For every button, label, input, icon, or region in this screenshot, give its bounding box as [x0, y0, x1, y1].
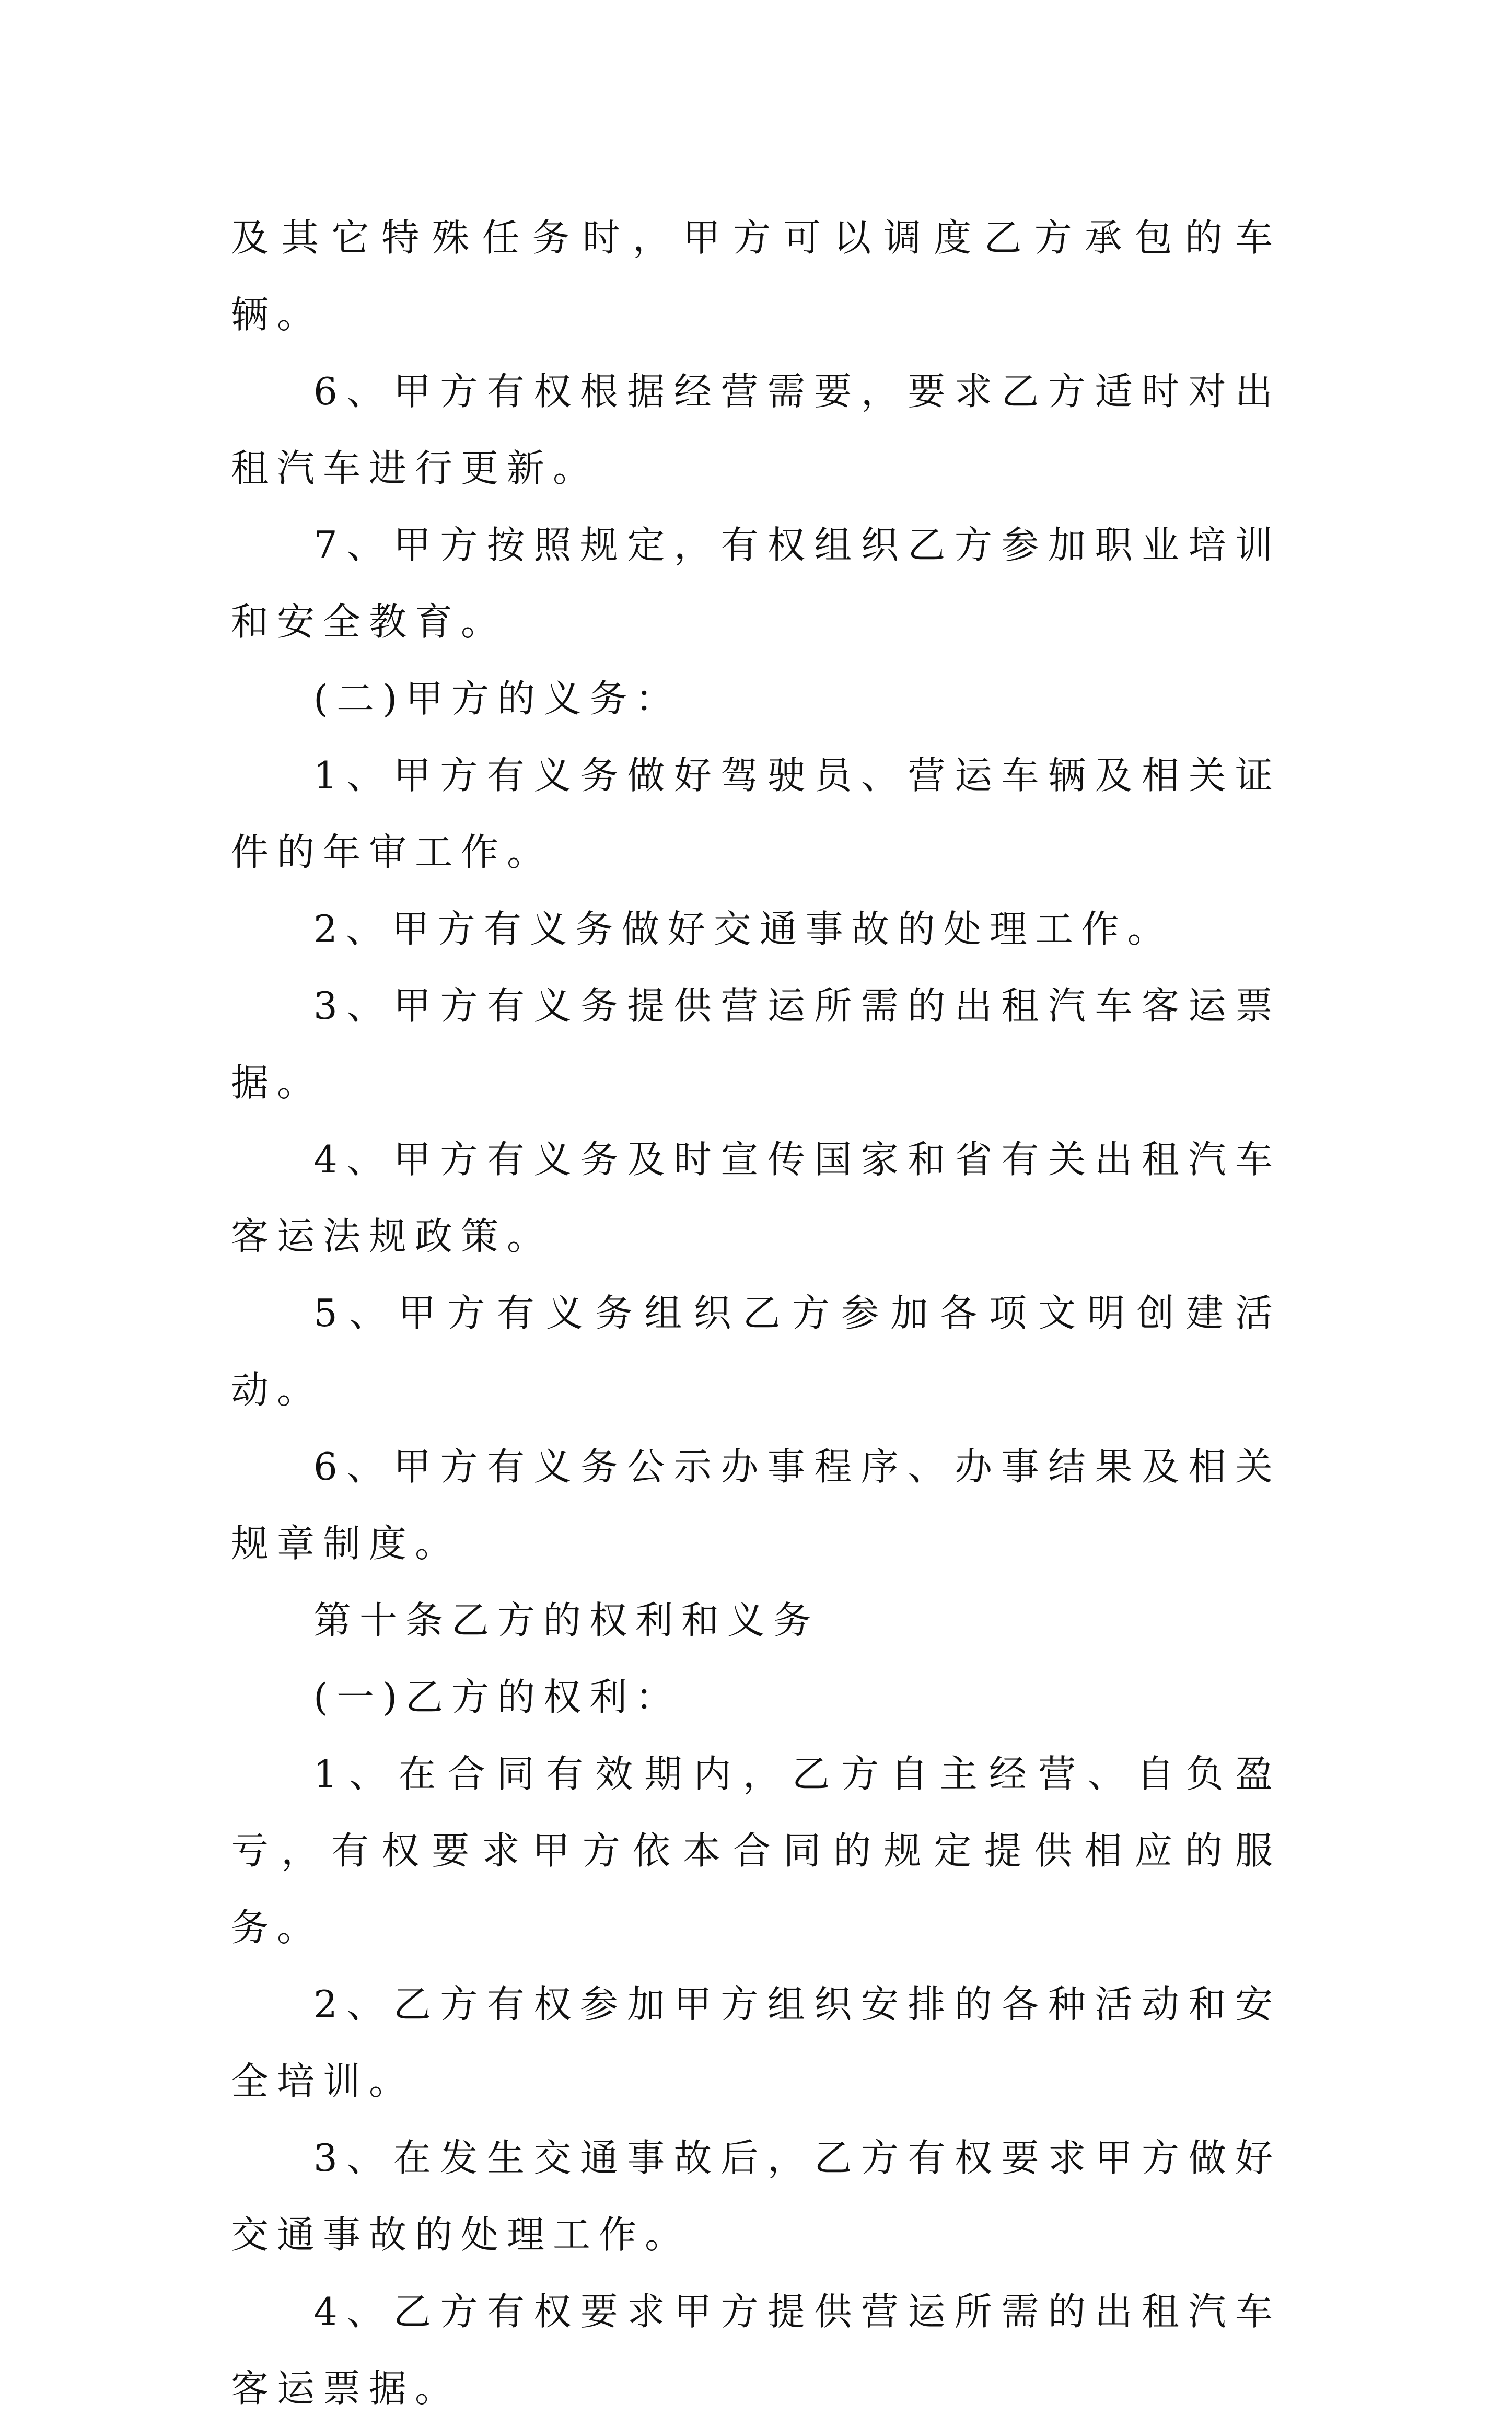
paragraph-continuation: 及其它特殊任务时，甲方可以调度乙方承包的车辆。	[231, 216, 1281, 336]
section-heading-party-b-rights: (一)乙方的权利：	[313, 1675, 682, 1719]
paragraph-obligation-3: 3、甲方有义务提供营运所需的出租汽车客运票据。	[231, 984, 1281, 1105]
paragraph-b-right-1: 1、在合同有效期内，乙方自主经营、自负盈亏，有权要求甲方依本合同的规定提供相应的服务。	[231, 1752, 1281, 1949]
paragraph-b-right-2: 2、乙方有权参加甲方组织安排的各种活动和安全培训。	[231, 1982, 1281, 2103]
section-heading-party-a-obligations: (二)甲方的义务：	[313, 677, 682, 721]
paragraph-obligation-4: 4、甲方有义务及时宣传国家和省有关出租汽车客运法规政策。	[231, 1137, 1281, 1258]
paragraph-obligation-6: 6、甲方有义务公示办事程序、办事结果及相关规章制度。	[231, 1445, 1281, 1565]
paragraph-item-6-rights: 6、甲方有权根据经营需要，要求乙方适时对出租汽车进行更新。	[231, 369, 1281, 490]
paragraph-obligation-2: 2、甲方有义务做好交通事故的处理工作。	[313, 907, 1173, 951]
paragraph-b-right-4: 4、乙方有权要求甲方提供营运所需的出租汽车客运票据。	[231, 2290, 1281, 2410]
paragraph-obligation-1: 1、甲方有义务做好驾驶员、营运车辆及相关证件的年审工作。	[231, 753, 1281, 874]
paragraph-item-7-rights: 7、甲方按照规定，有权组织乙方参加职业培训和安全教育。	[231, 523, 1281, 644]
document-body	[231, 200, 1281, 2427]
paragraph-b-right-3: 3、在发生交通事故后，乙方有权要求甲方做好交通事故的处理工作。	[231, 2136, 1281, 2257]
article-heading-10: 第十条乙方的权利和义务	[313, 1598, 820, 1642]
paragraph-obligation-5: 5、甲方有义务组织乙方参加各项文明创建活动。	[231, 1291, 1281, 1412]
